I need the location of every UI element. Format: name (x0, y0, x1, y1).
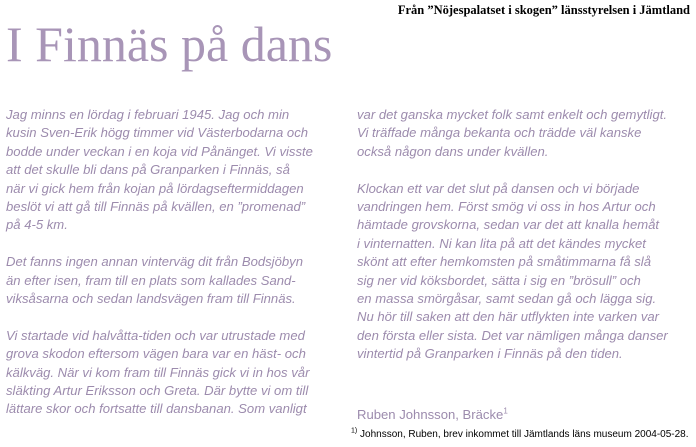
footnote-reference: 1 (503, 406, 508, 416)
footnote (351, 429, 689, 440)
right-column (357, 106, 692, 382)
left-column (6, 106, 336, 437)
paragraph: Jag minns en lördag i februari 1945. Jag och min kusin Sven-Erik högg timmer vid Västerbodarna och bodde under veckan i en koja vid Pånänget. Vi visste att det skulle bli dans på Granparken i Finnäs, så när vi gick hem från kojan på lördagseftermiddagen beslöt vi att gå till Finnäs på kvällen, en ”promenad” på 4-5 km. (6, 107, 313, 233)
article-title: I Finnäs på dans (6, 16, 333, 72)
paragraph: Det fanns ingen annan vinterväg dit från Bodsjöbyn än efter isen, fram till en plats som kallades Sand- viksåsarna och sedan landsvägen fram till Finnäs. (6, 254, 303, 307)
footnote-text: Johnsson, Ruben, brev inkommet till Jämtlands läns museum 2004-05-28. (357, 429, 689, 440)
signature-text: Ruben Johnsson, Bräcke (357, 407, 504, 422)
paragraph: Klockan ett var det slut på dansen och vi började vandringen hem. Först smög vi oss in hos Artur och hämtade grovskorna, sedan var det att knalla hemåt i vinternatten. Ni kan lita på att det kändes mycket skönt att efter hemkomsten på småtimmarna få slå sig ner vid köksbordet, sätta i sig en ”brösull” och en massa smörgåsar, samt sedan gå och lägga sig. Nu hör till saken att den här utflykten inte varken var den första eller sista. Det var nämligen många danser vintertid på Granparken i Finnäs på den tiden. (357, 180, 668, 362)
footnote-marker: 1) (351, 427, 358, 435)
paragraph: Vi startade vid halvåtta-tiden och var utrustade med grova skodon eftersom vägen bara var en häst- och kälkväg. När vi kom fram till Finnäs gick vi in hos vår släkting Artur Eriksson och Greta. Där bytte vi om till lättare skor och fortsatte till dansbanan. Som vanligt (6, 327, 310, 417)
source-caption: Från ”Nöjespalatset i skogen” länsstyrelsen i Jämtland (397, 3, 690, 17)
author-signature (357, 407, 508, 422)
paragraph: var det ganska mycket folk samt enkelt och gemytligt. Vi träffade många bekanta och trädde väl kanske också någon dans under kvällen. (357, 107, 668, 159)
